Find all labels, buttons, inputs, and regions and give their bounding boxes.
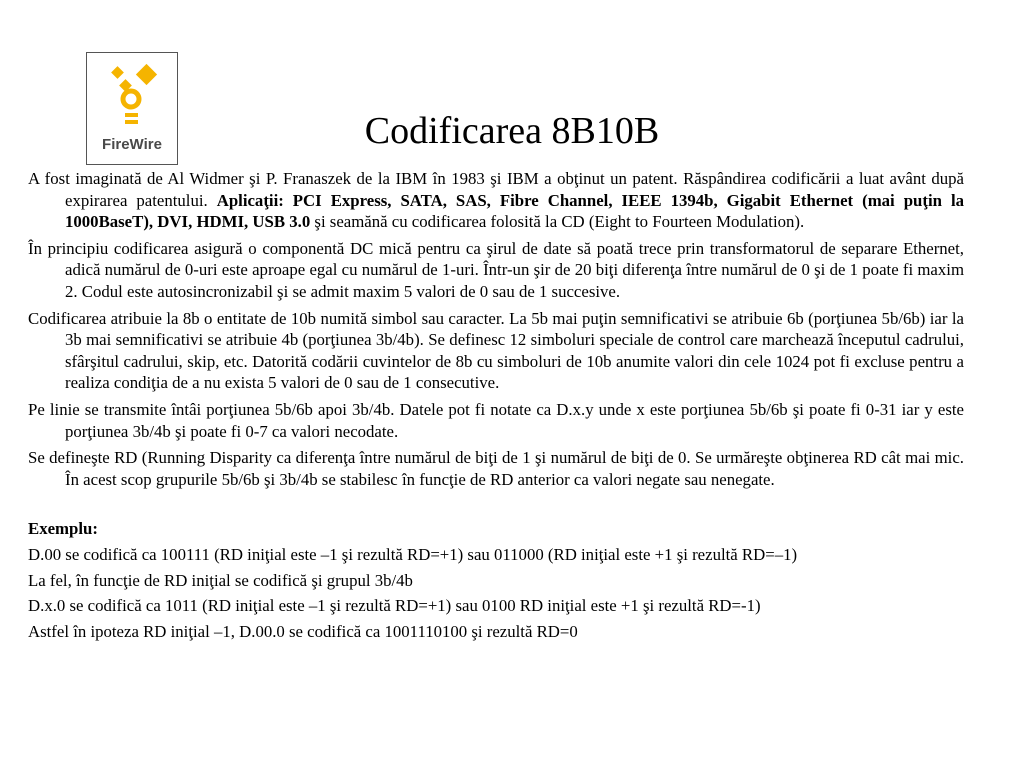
paragraph-history bbox=[28, 168, 964, 233]
paragraph-running-disparity: Se defineşte RD (Running Disparity ca diferenţa între numărul de biţi de 1 şi numărul de biţi de 0. Se urmăreşte obţinerea RD cât mai mic. În acest scop grupurile 5b/6b şi 3b/4b se stabilesc în funcţie de RD anterior ca valori negate sau nenegate. bbox=[28, 448, 964, 489]
paragraph-text: şi seamănă cu codificarea folosită la CD (Eight to Fourteen Modulation). bbox=[310, 212, 805, 232]
example-line: Astfel în ipoteza RD iniţial –1, D.00.0 se codifică ca 1001110100 şi rezultă RD=0 bbox=[28, 621, 578, 641]
example-heading: Exemplu: bbox=[28, 519, 98, 539]
page-title: Codificarea 8B10B bbox=[364, 110, 660, 152]
slide-content bbox=[28, 168, 964, 646]
example-line: D.x.0 se codifică ca 1011 (RD iniţial este –1 şi rezultă RD=+1) sau 0100 RD iniţial este +1 şi rezultă RD=-1) bbox=[28, 596, 761, 616]
paragraph-transmission: Pe linie se transmite întâi porţiunea 5b/6b apoi 3b/4b. Datele pot fi notate ca D.x.y unde x este porţiunea 5b/6b şi poate fi 0-31 iar y este porţiunea 3b/4b şi poate fi 0-7 ca valori necodate. bbox=[28, 399, 964, 441]
spacer bbox=[28, 495, 964, 518]
logo-label: FireWire bbox=[102, 136, 162, 153]
paragraph-principle: În principiu codificarea asigură o componentă DC mică pentru ca şirul de date să poată trece prin transformatorul de separare Ethernet, adică numărul de 0-uri este aproape egal cu numărul de 1-uri. Într-un şir de 20 biţi diferenţa între numărul de 0 şi de 1 poate fi maxim 2. Codul este autosincronizabil şi se admit maxim 5 valori de 0 sau de 1 succesive. bbox=[28, 238, 964, 301]
applications-bold: Aplicaţii: PCI Express, SATA, SAS, Fibre Channel, IEEE 1394b, Gigabit Ethernet (mai puţin la 1000BaseT), DVI, HDMI, USB 3.0 bbox=[65, 190, 965, 232]
paragraph-encoding: Codificarea atribuie la 8b o entitate de 10b numită simbol sau caracter. La 5b mai puţin semnificativi se atribuie 6b (porţiunea 5b/6b) iar la 3b mai semnificativi se atribuie 4b (porţiunea 3b/4b). Se definesc 12 simboluri speciale de control care marchează începutul cadrului, sfârşitul cadrului, skip, etc. Datorită codării cuvintelor de 8b cu simboluri de 10b anumite valori din cele 1024 pot fi excluse pentru a realiza condiţia de a nu exista 5 valori de 0 sau de 1 consecutive. bbox=[28, 308, 964, 393]
example-line: La fel, în funcţie de RD iniţial se codifică şi grupul 3b/4b bbox=[28, 570, 413, 590]
example-line: D.00 se codifică ca 100111 (RD iniţial este –1 şi rezultă RD=+1) sau 011000 (RD iniţial este +1 şi rezultă RD=–1) bbox=[28, 544, 798, 564]
paragraph-text: A fost imaginată de Al Widmer şi P. Franaszek de la IBM în 1983 şi IBM a obţinut un patent. Răspândirea codificării a luat avânt după expirarea patentului. bbox=[28, 169, 964, 210]
